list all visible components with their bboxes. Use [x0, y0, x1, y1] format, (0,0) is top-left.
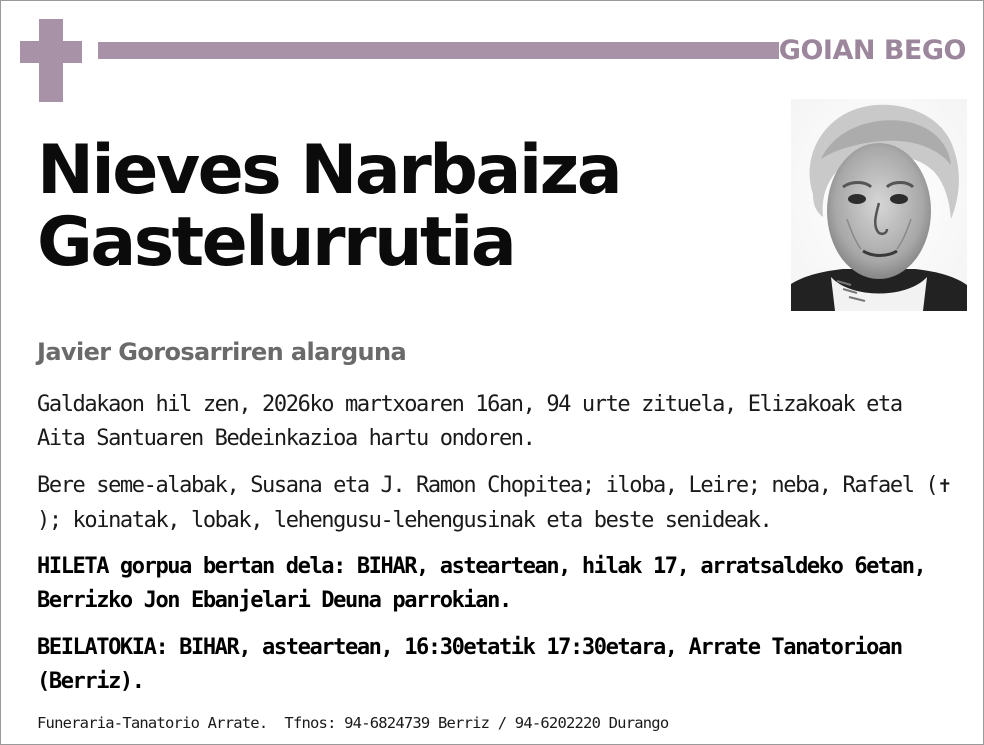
portrait-image: [791, 99, 967, 311]
portrait-photo: [791, 99, 967, 311]
wake-details: BEILATOKIA: BIHAR, asteartean, 16:30etatik 17:30etara, Arrate Tanatorioan (Berriz).: [37, 635, 902, 694]
funeral-details: HILETA gorpua bertan dela: BIHAR, asteartean, hilak 17, arratsaldeko 6etan, Berrizko Jon Ebanjelari Deuna parrokian.: [37, 554, 926, 613]
relation-line: Javier Gorosarriren alarguna: [37, 338, 407, 366]
deceased-cross-icon: ✝: [937, 476, 953, 497]
funeral-home-contact: Funeraria-Tanatorio Arrate. Tfnos: 94-6824739 Berriz / 94-6202220 Durango: [37, 714, 669, 732]
family-list: [37, 469, 957, 538]
brand-label: GOIAN BEGO: [778, 35, 966, 66]
family-list-text: Bere seme-alabak, Susana eta J. Ramon Chopitea; iloba, Leire; neba, Rafael (: [37, 473, 938, 498]
name-line-2: Gastelurrutia: [37, 203, 515, 282]
cross-icon-arm: [20, 41, 82, 63]
header-rule: [98, 42, 779, 59]
deceased-name: [37, 131, 621, 282]
death-details: Galdakaon hil zen, 2026ko martxoaren 16an, 94 urte zituela, Elizakoak eta Aita Santuaren Bedeinkazioa hartu ondoren.: [37, 392, 902, 451]
name-line-1: Nieves Narbaiza: [37, 131, 621, 210]
family-list-text-end: ); koinatak, lobak, lehengusu-lehengusinak eta beste senideak.: [37, 508, 772, 533]
